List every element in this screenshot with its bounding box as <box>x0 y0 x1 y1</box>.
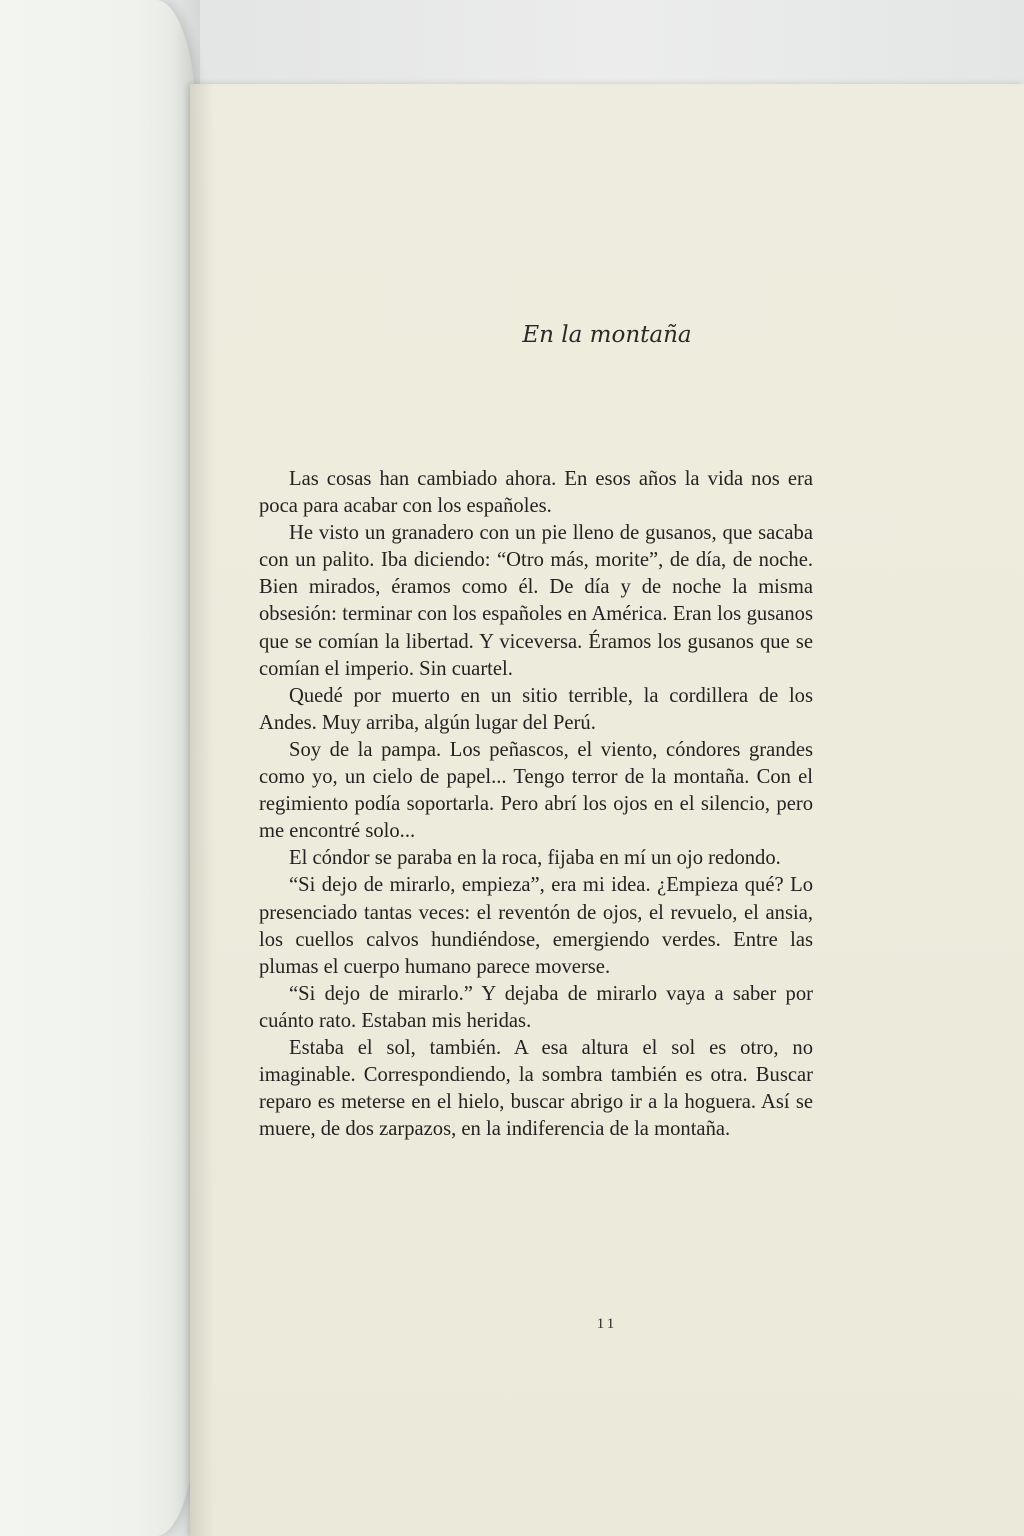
body-text <box>259 466 813 1143</box>
chapter-title: En la montaña <box>522 322 692 348</box>
paragraph: “Si dejo de mirarlo, empieza”, era mi idea. ¿Empieza qué? Lo presenciado tantas veces: el reventón de ojos, el revuelo, el ansia, los cuellos calvos hundiéndose, emergiendo verdes. Entre las plumas el cuerpo humano parece moverse. <box>259 874 813 978</box>
paragraph: Soy de la pampa. Los peñascos, el viento, cóndores grandes como yo, un cielo de papel... Tengo terror de la montaña. Con el regimiento podía soportarla. Pero abrí los ojos en el silencio, pero me encontré solo... <box>259 738 813 843</box>
page-number: 11 <box>596 1316 618 1332</box>
paragraph: He visto un granadero con un pie lleno de gusanos, que sacaba con un palito. Iba diciendo: “Otro más, morite”, de día, de noche. Bien mirados, éramos como él. De día y de noche la misma obsesión: terminar con los españoles en América. Eran los gusanos que se comían la libertad. Y viceversa. Éramos los gusanos que se comían el imperio. Sin cuartel. <box>259 522 813 680</box>
paragraph: Quedé por muerto en un sitio terrible, la cordillera de los Andes. Muy arriba, algún lugar del Perú. <box>259 684 813 734</box>
left-page <box>0 0 196 1536</box>
paragraph: Estaba el sol, también. A esa altura el sol es otro, no imaginable. Correspondiendo, la sombra también es otra. Buscar reparo es meterse en el hielo, buscar abrigo ir a la hoguera. Así se muere, de dos zarpazos, en la indiferencia de la montaña. <box>259 1036 813 1141</box>
paragraph: El cóndor se paraba en la roca, fijaba en mí un ojo redondo. <box>289 847 781 870</box>
paragraph: Las cosas han cambiado ahora. En esos años la vida nos era poca para acabar con los españoles. <box>259 468 813 518</box>
paragraph: “Si dejo de mirarlo.” Y dejaba de mirarlo vaya a saber por cuánto rato. Estaban mis heridas. <box>259 982 813 1032</box>
